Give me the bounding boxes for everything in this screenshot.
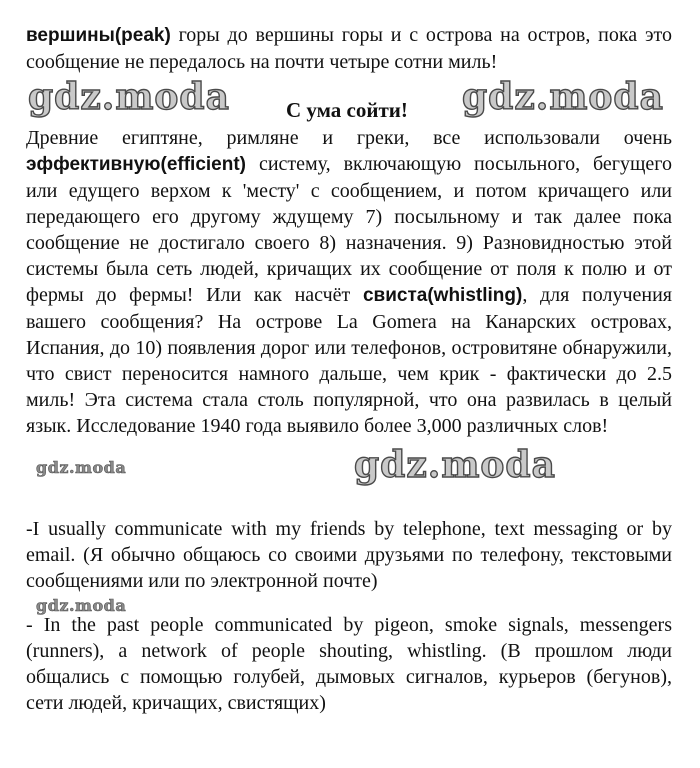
- intro-paragraph: [26, 22, 672, 75]
- watermark-center: gdz.moda: [354, 444, 556, 486]
- answer-1: -I usually communicate with my friends by telephone, text messaging or by email. (Я обычно общаюсь со своими друзьями по телефону, текстовыми сообщениями или по электронной почте): [26, 518, 672, 592]
- section-heading: С ума сойти!: [286, 98, 408, 122]
- intro-text: горы до вершины горы и с острова на остров, пока это сообщение не передалось на почти четыре сотни миль!: [26, 24, 672, 73]
- watermark-small-1: gdz.moda: [36, 458, 127, 477]
- main-text-part1: Древние египтяне, римляне и греки, все использовали очень: [26, 127, 672, 149]
- term-efficient: эффективную(efficient): [26, 154, 247, 175]
- watermark-small-2: gdz.moda: [36, 596, 127, 615]
- term-whistling: свиста(whistling): [362, 285, 523, 306]
- main-text-part3: , для получения вашего сообщения? На острове La Gomera на Канарских островах, Испания, до 10) появления дорог или телефонов, островитяне обнаружили, что свист переносится намного дальше, чем крик - фактически до 2.5 миль! Эта система стала столь популярной, что она развилась в целый язык. Исследование 1940 года выявило более 3,000 различных слов!: [26, 284, 672, 437]
- intro-term: вершины(peak): [26, 25, 171, 46]
- watermark-right: gdz.moda: [462, 76, 664, 118]
- main-paragraph: [26, 125, 672, 439]
- answer-2: - In the past people communicated by pigeon, smoke signals, messengers (runners), a network of people shouting, whistling. (В прошлом люди общались с помощью голубей, дымовых сигналов, курьеров (бегунов), сети людей, кричащих, свистящих): [26, 614, 672, 714]
- watermark-left: gdz.moda: [28, 76, 230, 118]
- main-text-part2: систему, включающую посыльного, бегущего или едущего верхом к 'месту' с сообщением, и потом кричащего или передающего его другому ждущему 7) посыльному и так далее пока сообщение не достигало своего 8) назначения. 9) Разновидностью этой системы была сеть людей, кричащих их сообщение от поля к полю и от фермы до фермы! Или как насчёт: [26, 153, 672, 306]
